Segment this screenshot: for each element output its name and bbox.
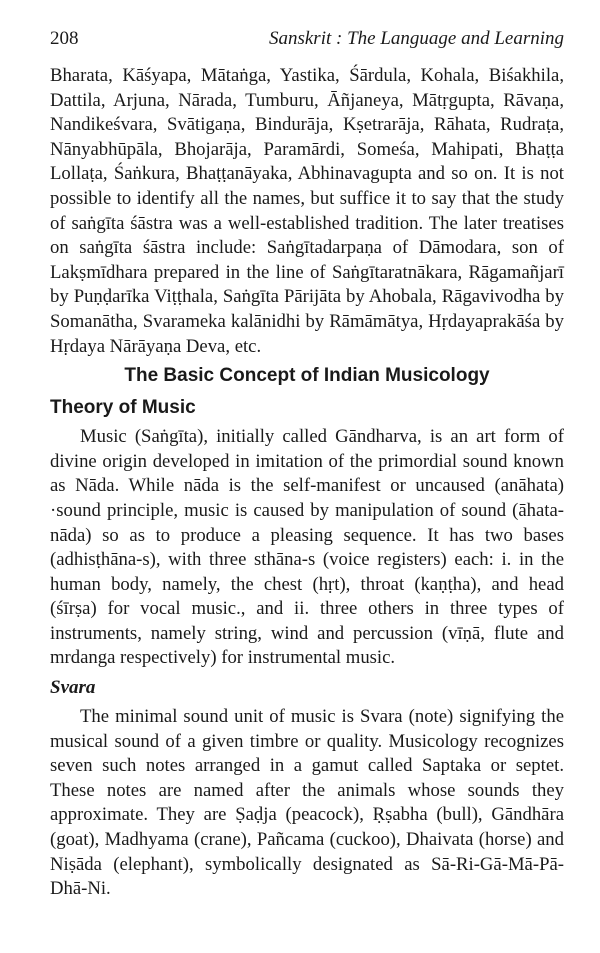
running-title: Sanskrit : The Language and Learning (268, 28, 564, 49)
subheading-svara: Svara (50, 677, 96, 699)
page-header (50, 28, 564, 50)
paragraph-theory-of-music: Music (Saṅgīta), initially called Gāndharva, is an art form of divine origin developed in imitation of the primordial sound known as Nāda. While nāda is the self-manifest or uncaused (anāhata) ·sound principle, music is caused by manipulation of sound (āhata-nāda) so as to produce a pleasing sequence. It has two bases (adhisṭhāna-s), with three sthāna-s (voice registers) each: i. in the human body, namely, the chest (hṛt), throat (kaṇṭha), and head (śīrṣa) for vocal music., and ii. three others in three types of instruments, namely string, wind and percussion (vīṇā, flute and mrdanga respectively) for instrumental music. (50, 426, 564, 669)
paragraph-svara: The minimal sound unit of music is Svara (note) signifying the musical sound of a given timbre or quality. Musicology recognizes seven such notes arranged in a gamut called Saptaka or septet. These notes are named after the animals whose sounds they approximate. They are Ṣaḍja (peacock), Ṛṣabha (bull), Gāndhāra (goat), Madhyama (crane), Pañcama (cuckoo), Dhaivata (horse) and Niṣāda (elephant), symbolically designated as Sā-Ri-Gā-Mā-Pā-Dhā-Ni. (50, 706, 564, 900)
subheading-theory-of-music: Theory of Music (50, 397, 196, 419)
page-number: 208 (50, 28, 79, 49)
paragraph-treatise-list: Bharata, Kāśyapa, Mātaṅga, Yastika, Śārdula, Kohala, Biśakhila, Dattila, Arjuna, Nārada, Tumburu, Āñjaneya, Mātṛgupta, Rāvaṇa, Nandikeśvara, Svātigaṇa, Bindurāja, Kṣetrarāja, Rāhata, Rudraṭa, Nānyabhūpāla, Bhojarāja, Paramārdi, Someśa, Mahipati, Bhaṭṭa Lollaṭa, Śaṅkura, Bhaṭṭanāyaka, Abhinavagupta and so on. It is not possible to identify all the names, but suffice it to say that the study of saṅgīta śāstra was a well-established tradition. The later treatises on saṅgīta śāstra include: Saṅgītadarpaṇa of Dāmodara, son of Lakṣmīdhara prepared in the line of Saṅgītaratnākara, Rāgamañjarī by Puṇḍarīka Viṭṭhala, Saṅgīta Pārijāta by Ahobala, Rāgavivodha by Somanātha, Svarameka kalānidhi by Rāmāmātya, Hṛdayaprakāśa by Hṛdaya Nārāyaṇa Deva, etc. (50, 65, 564, 357)
section-heading: The Basic Concept of Indian Musicology (124, 365, 490, 387)
